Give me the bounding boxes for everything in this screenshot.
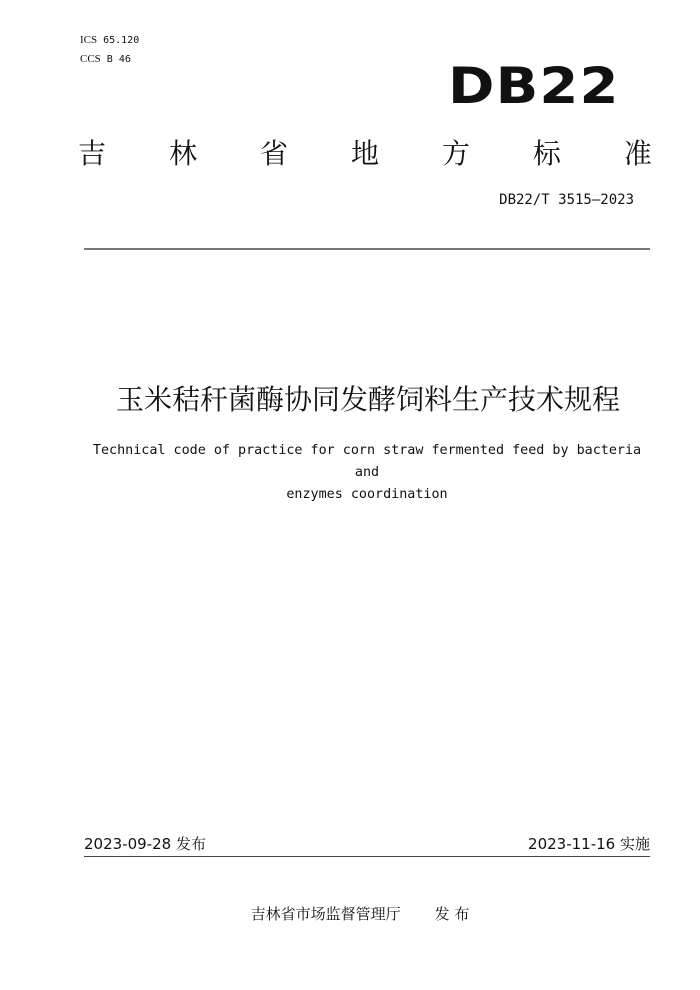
header-divider xyxy=(84,248,650,250)
english-title xyxy=(80,440,654,506)
title-char: 吉 xyxy=(78,137,107,170)
title-char: 准 xyxy=(623,137,652,170)
title-char: 方 xyxy=(441,137,470,170)
english-title-line-2: enzymes coordination xyxy=(286,487,448,502)
ics-line xyxy=(80,33,139,48)
standard-number: DB22/T 3515—2023 xyxy=(499,192,634,208)
ccs-line xyxy=(80,52,131,67)
publisher-line xyxy=(0,903,700,925)
ccs-label: CCS xyxy=(80,53,101,65)
ccs-value: B 46 xyxy=(106,54,131,65)
title-char: 省 xyxy=(259,137,288,170)
chinese-title: 玉米秸秆菌酶协同发酵饲料生产技术规程 xyxy=(115,383,620,416)
issue-date: 2023-09-28 发布 xyxy=(84,835,206,853)
publisher-action: 发 布 xyxy=(434,905,470,923)
implementation-date: 2023-11-16 实施 xyxy=(528,835,650,853)
title-char: 林 xyxy=(168,137,197,170)
ics-value: 65.120 xyxy=(103,35,140,46)
english-title-line-1: Technical code of practice for corn straw fermented feed by bacteria and xyxy=(92,443,642,480)
footer-divider xyxy=(84,856,650,857)
ics-label: ICS xyxy=(80,34,98,46)
standard-type-title xyxy=(78,134,652,174)
title-char: 标 xyxy=(532,137,561,170)
publisher-name: 吉林省市场监督管理厅 xyxy=(250,905,401,923)
db-logo-mark: DB22 xyxy=(448,57,620,115)
title-char: 地 xyxy=(350,137,379,170)
